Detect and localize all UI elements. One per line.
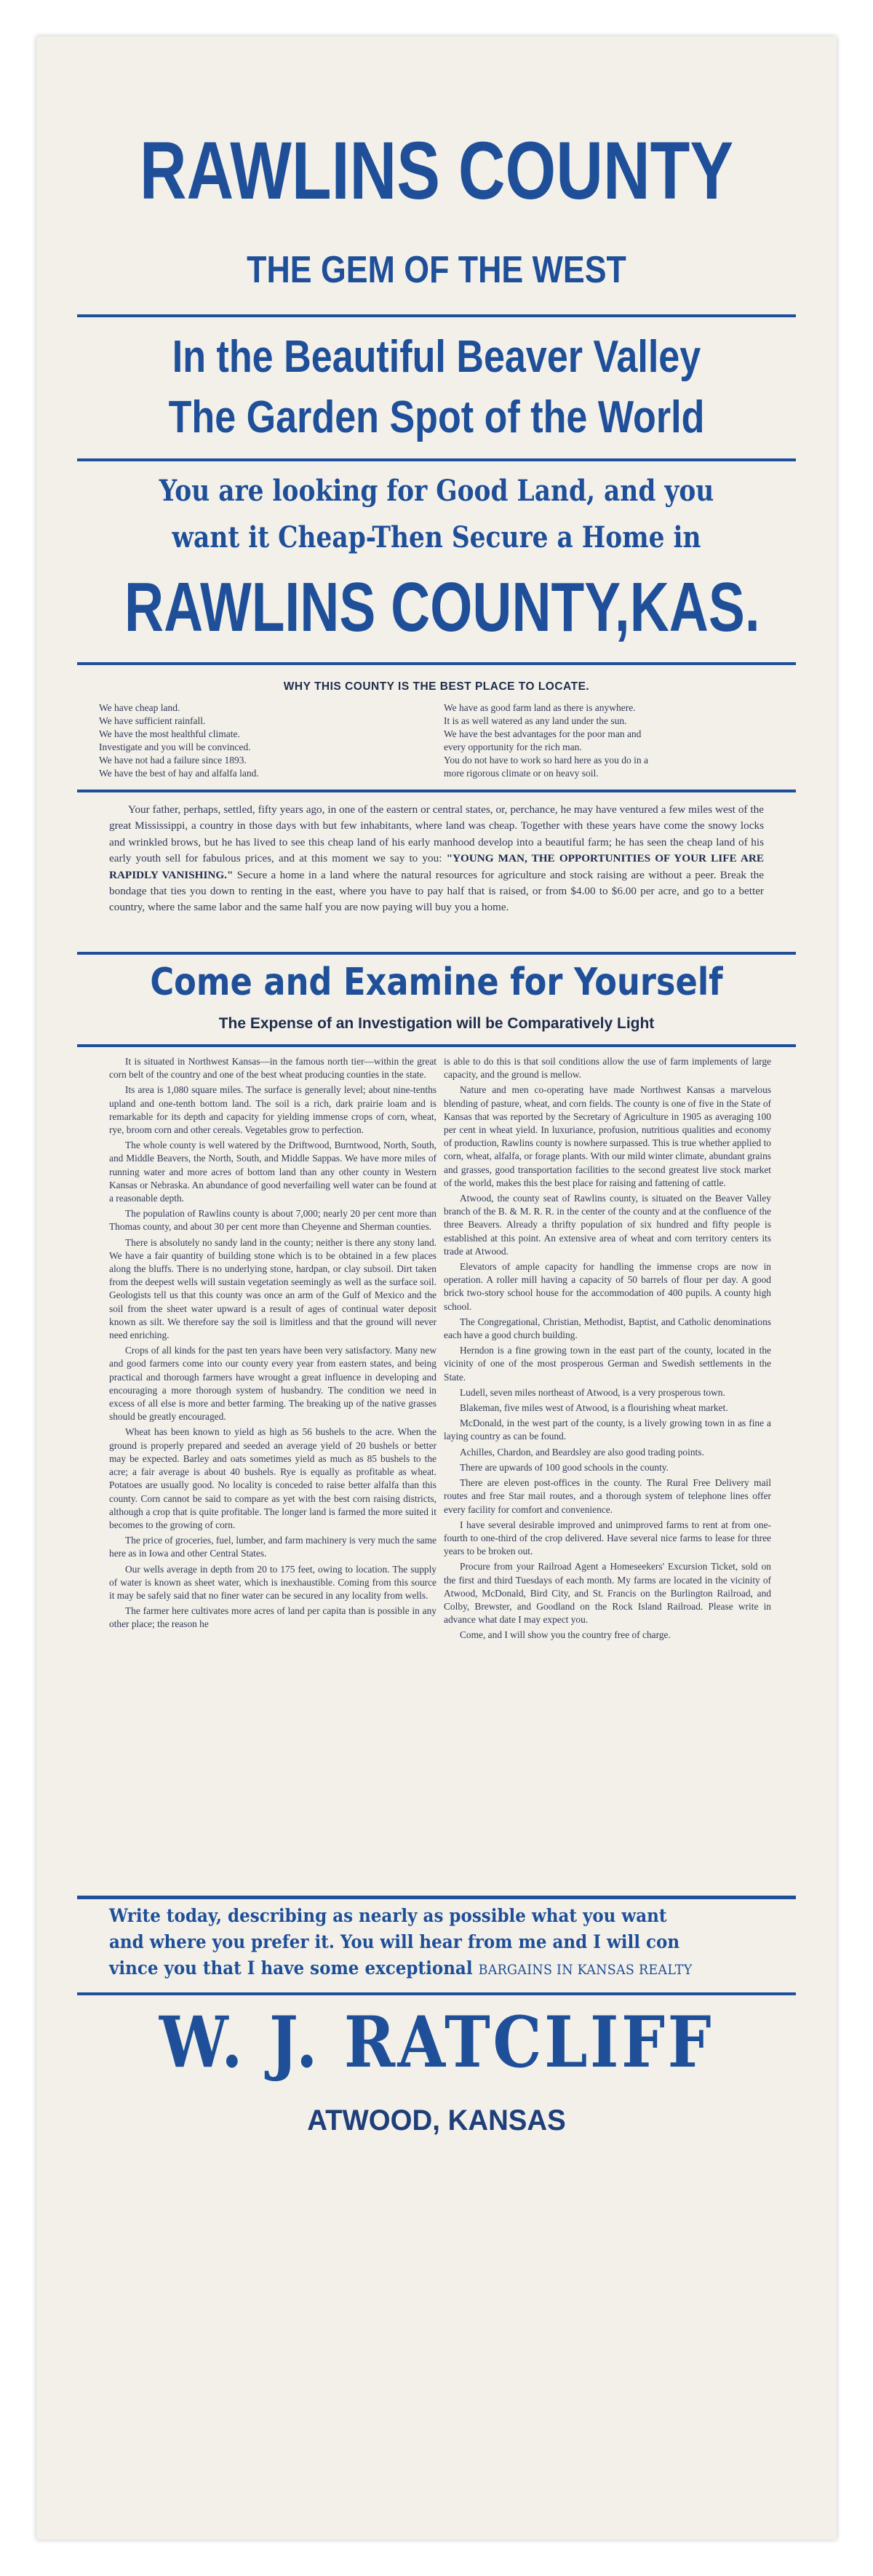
body-paragraph: It is situated in Northwest Kansas—in the famous north tier—within the great corn belt of the country and one of the best wheat producing counties in the state. [109, 1056, 436, 1081]
why-list-left [99, 701, 434, 780]
examine-subheading: The Expense of an Investigation will be Comparatively Light [218, 1015, 655, 1032]
body-paragraph: The Congregational, Christian, Methodist, Baptist, and Catholic denominations each have a good church building. [444, 1316, 771, 1341]
why-item: every opportunity for the rich man. [444, 742, 582, 752]
body-paragraph: Elevators of ample capacity for handling the immense crops are now in operation. A roller mill having a capacity of 50 barrels of flour per day. A good brick two-story school house for the accommodation of 400 pupils. A county high school. [444, 1261, 771, 1312]
body-column-right [444, 1055, 771, 1891]
body-paragraph: I have several desirable improved and unimproved farms to rent at from one-fourth to one-third of the crop delivered. Have several nice farms to lease for three years to be broken out. [444, 1519, 771, 1557]
body-paragraph: Atwood, the county seat of Rawlins county, is situated on the Beaver Valley branch of the B. & M. R. R. in the center of the county and at the confluence of the three Beavers. Already a thrifty population of six hundred and fifty people is established at this point. An extensive area of wheat and corn territory centers its trade at Atwood. [444, 1193, 771, 1257]
divider [77, 952, 796, 955]
intro-emphasis: "YOUNG MAN, THE OPPORTUNITIES OF YOUR LIFE ARE RAPIDLY VANISHING." [109, 852, 764, 881]
pitch-line-1: You are looking for Good Land, and you [159, 474, 714, 508]
body-paragraph: Wheat has been known to yield as high as 56 bushels to the acre. When the ground is properly prepared and seeded an average yield of 20 bushels or better may be expected. Barley and oats sometimes yield as much as 85 bushels to the acre; a fair average is about 40 bushels. Rye is equally as profitable as wheat. Potatoes are usually good. No locality is conceded to raise better alfalfa than this county. Corn cannot be said to compare as yet with the best corn raising districts, although a crop that is quite profitable. The longer land is farmed the more suited it becomes to the growing of corn. [109, 1426, 436, 1530]
intro-text: Your father, perhaps, settled, fifty years ago, in one of the eastern or central states, or, perchance, he may have ventured a few miles west of the great Mississippi, a country in those days with but few inhabitants, where land was cheap. Together with these years have come the snowy locks and wrinkled brows, but he has lived to see this cheap land of his early manhood develop into a beautiful farm; he has seen the cheap land of his early youth sell for fabulous prices, and at this moment we say to you: [109, 803, 764, 865]
closing-line-3-lead: vince you that I have some exceptional [109, 1957, 479, 1979]
body-paragraph: The farmer here cultivates more acres of land per capita than is possible in any other place; the reason he [109, 1605, 436, 1630]
body-paragraph: Herndon is a fine growing town in the east part of the county, located in the vicinity of one of the most prosperous German and Swedish settlements in the State. [444, 1345, 771, 1383]
intro-text-end: Secure a home in a land where the natural resources for agriculture and stock raising are without a peer. Break the bondage that ties you down to renting in the east, where you have to pay half that is raised, or from $4.00 to $6.00 per acre, and go to a better country, where the same labor and the same half you are now paying will buy you a home. [109, 868, 764, 914]
closing-line-1: Write today, describing as nearly as possible what you want [109, 1905, 667, 1926]
body-paragraph: Come, and I will show you the country free of charge. [460, 1629, 671, 1641]
why-list-right [444, 701, 793, 780]
body-paragraph: The price of groceries, fuel, lumber, and farm machinery is very much the same here as in Iowa and other Central States. [109, 1535, 436, 1559]
why-item: more rigorous climate or on heavy soil. [444, 768, 599, 779]
body-paragraph: Blakeman, five miles west of Atwood, is a flourishing wheat market. [460, 1402, 728, 1414]
body-paragraph: Ludell, seven miles northeast of Atwood, is a very prosperous town. [460, 1386, 725, 1398]
why-item: We have sufficient rainfall. [99, 715, 206, 726]
why-item: It is as well watered as any land under the sun. [444, 715, 627, 726]
closing-text [109, 1903, 764, 1983]
why-item: We have the best of hay and alfalfa land. [99, 768, 259, 779]
closing-bargains: BARGAINS IN KANSAS REALTY [478, 1962, 693, 1978]
divider [77, 314, 796, 317]
body-paragraph: There are upwards of 100 good schools in the county. [460, 1461, 669, 1473]
agent-town: ATWOOD, KANSAS [307, 2104, 566, 2136]
body-paragraph: Procure from your Railroad Agent a Homeseekers' Excursion Ticket, sold on the first and third Tuesdays of each month. My farms are located in the vicinity of Atwood, McDonald, Bird City, and St. Francis on the Burlington Railroad, and Colby, Brewster, and Goodland on the Rock Island Railroad. Please write in advance what date I may expect you. [444, 1561, 771, 1626]
broadside-poster [36, 36, 837, 2540]
body-paragraph: is able to do this is that soil conditions allow the use of farm implements of large capacity, and the ground is mellow. [444, 1056, 771, 1081]
poster-subtitle: THE GEM OF THE WEST [247, 249, 626, 291]
pitch-county: RAWLINS COUNTY,KAS. [124, 568, 760, 646]
poster-title: RAWLINS COUNTY [139, 125, 734, 216]
body-paragraph: The population of Rawlins county is about 7,000; nearly 20 per cent more than Thomas county, and about 30 per cent more than Cheyenne and Sherman counties. [109, 1208, 436, 1233]
body-paragraph: Our wells average in depth from 20 to 175 feet, owing to location. The supply of water is known as sheet water, which is inexhaustible. Coming from this source it may be safely said that no finer water can be secured in any locality from wells. [109, 1563, 436, 1601]
body-paragraph: The whole county is well watered by the Driftwood, Burntwood, North, South, and Middle Beavers, the North, South, and Middle Sappas. We have more miles of running water and more acres of bottom land than any other county in Western Kansas or Nebraska. An abundance of good neverfailing well water can be found at a reasonable depth. [109, 1140, 436, 1204]
valley-line-1: In the Beautiful Beaver Valley [172, 332, 701, 382]
body-column-left [109, 1055, 436, 1891]
closing-line-2: and where you prefer it. You will hear from me and I will con [109, 1931, 680, 1952]
body-paragraph: There is absolutely no sandy land in the county; neither is there any stony land. We have a fair quantity of building stone which is to be obtained in a few places along the bluffs. There is no underlying stone, hardpan, or clay subsoil. Dirt taken from the deepest wells will sustain vegetation seemingly as well as the surface soil. Geologists tell us that this county was once an arm of the Gulf of Mexico and the soil from the sheet water upward is a result of ages of continual water deposit known as silt. We therefore say the soil is limitless and that the ground will never need enriching. [109, 1236, 436, 1341]
divider [77, 1896, 796, 1899]
closing-line-3 [109, 1955, 711, 1983]
why-item: We have not had a failure since 1893. [99, 755, 247, 766]
why-item: You do not have to work so hard here as you do in a [444, 755, 648, 766]
why-item: Investigate and you will be convinced. [99, 742, 251, 752]
body-paragraph: Crops of all kinds for the past ten years have been very satisfactory. Many new and good farmers come into our county every year from eastern states, and being practical and thorough farmers have wrought a great influence in developing and encouraging a more thorough system of husbandry. The condition we need in excess of all else is more and better farming. The breaking up of the native grasses should be greatly encouraged. [109, 1345, 436, 1423]
divider [77, 790, 796, 792]
divider [77, 1992, 796, 1995]
divider [77, 458, 796, 461]
why-item: We have cheap land. [99, 702, 180, 713]
intro-paragraph [109, 802, 764, 918]
body-paragraph: Nature and men co-operating have made Northwest Kansas a marvelous blending of pasture, wheat, and corn fields. The county is one of five in the State of Kansas that was reported by the Secretary of Agriculture in 1905 as averaging 100 per cent in wheat yield. In luxuriance, profusion, nutritious qualities and economy of production, Rawlins county is nowhere surpassed. This is true whether applied to corn, wheat, alfalfa, or forage plants. With our mild winter climate, abundant grains and grasses, good transportation facilities to the second greatest live stock market of the world, makes this the best place for raising and fattening of cattle. [444, 1084, 771, 1188]
divider [77, 1044, 796, 1047]
agent-name: W. J. RATCLIFF [159, 2001, 714, 2083]
pitch-line-2: want it Cheap-Then Secure a Home in [172, 520, 701, 554]
valley-line-2: The Garden Spot of the World [168, 392, 705, 442]
examine-heading: Come and Examine for Yourself [150, 961, 723, 1004]
body-paragraph: There are eleven post-offices in the county. The Rural Free Delivery mail routes and free Star mail routes, and a thorough system of telephone lines offer every facility for comfort and convenience. [444, 1477, 771, 1515]
divider [77, 662, 796, 665]
why-item: We have as good farm land as there is anywhere. [444, 702, 636, 713]
body-paragraph: McDonald, in the west part of the county, is a lively growing town in as fine a laying country as can be found. [444, 1418, 771, 1442]
body-paragraph: Its area is 1,080 square miles. The surface is generally level; about nine-tenths upland and one-tenth bottom land. The soil is a rich, dark prairie loam and is remarkable for its depth and capacity for yielding immense crops of corn, wheat, rye, broom corn and other cereals. Vegetables grow to perfection. [109, 1084, 436, 1136]
why-item: We have the best advantages for the poor man and [444, 728, 642, 739]
body-paragraph: Achilles, Chardon, and Beardsley are also good trading points. [460, 1446, 704, 1458]
why-heading: WHY THIS COUNTY IS THE BEST PLACE TO LOCATE. [283, 680, 590, 693]
why-item: We have the most healthful climate. [99, 728, 240, 739]
